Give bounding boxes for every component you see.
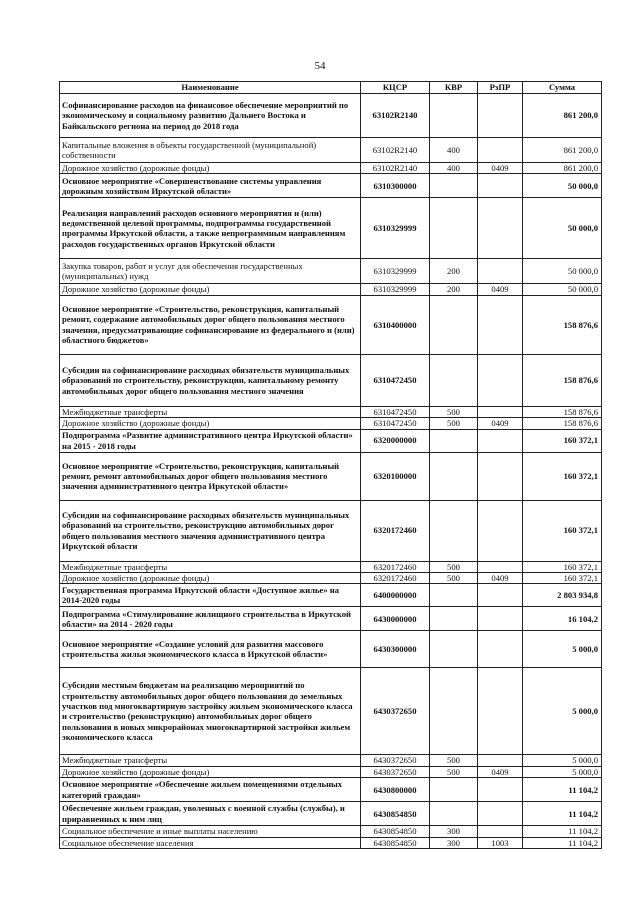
table-row [60, 452, 602, 500]
row-sum: 2 803 934,8 [523, 584, 602, 607]
row-kcsr: 6430000000 [361, 607, 430, 631]
row-rzpr [478, 198, 523, 259]
table-row [60, 354, 602, 406]
row-kcsr: 6400000000 [361, 584, 430, 607]
row-rzpr [478, 406, 523, 417]
row-kvr [430, 295, 478, 354]
table-row [60, 584, 602, 607]
row-name: Подпрограмма «Развитие административного центра Иркутской области» на 2015 - 2018 годы [60, 429, 361, 452]
row-kvr: 500 [430, 406, 478, 417]
row-kcsr: 63102R2140 [361, 94, 430, 138]
row-kvr: 200 [430, 259, 478, 284]
row-sum: 5 000,0 [523, 668, 602, 755]
row-kvr [430, 584, 478, 607]
row-kcsr: 6310472450 [361, 418, 430, 429]
row-name: Межбюджетные трансферты [60, 755, 361, 766]
header-kvr: КВР [430, 82, 478, 94]
table-row [60, 766, 602, 777]
row-kvr: 200 [430, 284, 478, 295]
row-kcsr: 6430854850 [361, 802, 430, 826]
row-name: Софинансирование расходов на финансовое обеспечение мероприятий по экономическому и социальному развитию Дальнего Востока и Байкальского региона на период до 2018 года [60, 94, 361, 138]
row-sum: 11 104,2 [523, 778, 602, 802]
table-row [60, 198, 602, 259]
row-name: Дорожное хозяйство (дорожные фонды) [60, 284, 361, 295]
row-rzpr [478, 631, 523, 668]
table-row [60, 295, 602, 354]
row-kvr [430, 354, 478, 406]
row-name: Субсидии на софинансирование расходных обязательств муниципальных образований на строительство, реконструкцию автомобильных дорог общего пользования местного значения административного центра Иркутской области [60, 500, 361, 561]
row-sum: 861 200,0 [523, 138, 602, 163]
table-header-row [60, 82, 602, 94]
row-sum: 160 372,1 [523, 500, 602, 561]
row-sum: 50 000,0 [523, 198, 602, 259]
table-row [60, 500, 602, 561]
row-kcsr: 6320000000 [361, 429, 430, 452]
row-kvr: 300 [430, 837, 478, 848]
row-kcsr: 6430372650 [361, 755, 430, 766]
row-sum: 5 000,0 [523, 766, 602, 777]
row-kcsr: 6320100000 [361, 452, 430, 500]
row-kcsr: 6310329999 [361, 284, 430, 295]
row-sum: 50 000,0 [523, 284, 602, 295]
row-name: Дорожное хозяйство (дорожные фонды) [60, 418, 361, 429]
row-name: Основное мероприятие «Совершенствование системы управления дорожным хозяйством Иркутской области» [60, 174, 361, 198]
table-row [60, 837, 602, 848]
table-row [60, 631, 602, 668]
row-kvr: 500 [430, 766, 478, 777]
row-kcsr: 6320172460 [361, 561, 430, 572]
table-row [60, 406, 602, 417]
row-rzpr [478, 174, 523, 198]
row-rzpr [478, 561, 523, 572]
row-kcsr: 6430854850 [361, 826, 430, 837]
row-name: Обеспечение жильем граждан, уволенных с военной службы (службы), и приравненных к ним лиц [60, 802, 361, 826]
row-kcsr: 6320172460 [361, 573, 430, 584]
row-rzpr [478, 802, 523, 826]
table-row [60, 429, 602, 452]
row-kcsr: 6310300000 [361, 174, 430, 198]
row-name: Основное мероприятие «Строительство, реконструкция, капитальный ремонт, содержание автомобильных дорог общего пользования местного значения, предусматривающие софинансирование из федерального и (или) областного бюджетов» [60, 295, 361, 354]
table-row [60, 418, 602, 429]
row-rzpr: 0409 [478, 163, 523, 174]
row-rzpr [478, 584, 523, 607]
table-row [60, 561, 602, 572]
row-sum: 160 372,1 [523, 452, 602, 500]
row-kvr [430, 94, 478, 138]
row-sum: 11 104,2 [523, 826, 602, 837]
row-kvr [430, 198, 478, 259]
row-kvr [430, 778, 478, 802]
row-name: Дорожное хозяйство (дорожные фонды) [60, 163, 361, 174]
row-name: Государственная программа Иркутской области «Доступное жилье» на 2014-2020 годы [60, 584, 361, 607]
row-rzpr [478, 607, 523, 631]
row-sum: 160 372,1 [523, 561, 602, 572]
row-rzpr [478, 429, 523, 452]
row-rzpr [478, 295, 523, 354]
row-kcsr: 63102R2140 [361, 138, 430, 163]
row-kcsr: 6430800000 [361, 778, 430, 802]
row-kcsr: 6310329999 [361, 259, 430, 284]
row-kcsr: 6430854850 [361, 837, 430, 848]
header-kcsr: КЦСР [361, 82, 430, 94]
row-rzpr [478, 94, 523, 138]
row-name: Субсидии на софинансирование расходных обязательств муниципальных образований по строительству, реконструкции, капитальному ремонту автомобильных дорог общего пользования местного значения [60, 354, 361, 406]
row-name: Межбюджетные трансферты [60, 561, 361, 572]
row-kvr [430, 802, 478, 826]
row-rzpr [478, 500, 523, 561]
row-sum: 158 876,6 [523, 295, 602, 354]
budget-table [59, 81, 602, 849]
row-sum: 50 000,0 [523, 259, 602, 284]
header-sum: Сумма [523, 82, 602, 94]
row-kvr: 500 [430, 755, 478, 766]
row-kvr [430, 174, 478, 198]
row-rzpr [478, 138, 523, 163]
row-name: Реализация направлений расходов основного мероприятия и (или) ведомственной целевой программы, подпрограммы государственной программы Иркутской области, а также непрограммным направлениям расходов государственных органов Иркутской области [60, 198, 361, 259]
header-name: Наименование [60, 82, 361, 94]
row-rzpr [478, 668, 523, 755]
row-sum: 861 200,0 [523, 163, 602, 174]
row-name: Межбюджетные трансферты [60, 406, 361, 417]
row-sum: 5 000,0 [523, 755, 602, 766]
row-sum: 50 000,0 [523, 174, 602, 198]
row-rzpr [478, 778, 523, 802]
row-rzpr [478, 354, 523, 406]
row-sum: 11 104,2 [523, 802, 602, 826]
row-kcsr: 6430372650 [361, 766, 430, 777]
row-name: Субсидии местным бюджетам на реализацию мероприятий по строительству автомобильных дорог общего пользования до земельных участков под многоквартирную застройку жильем экономического класса и строительство (реконструкцию) автомобильных дорог общего пользования в новых микрорайонах многоквартирной застройки жильем экономического класса [60, 668, 361, 755]
row-kvr: 500 [430, 418, 478, 429]
page-number: 54 [314, 60, 326, 72]
row-sum: 160 372,1 [523, 429, 602, 452]
table-row [60, 138, 602, 163]
row-rzpr [478, 259, 523, 284]
row-sum: 5 000,0 [523, 631, 602, 668]
row-name: Социальное обеспечение населения [60, 837, 361, 848]
row-kcsr: 6310400000 [361, 295, 430, 354]
row-sum: 861 200,0 [523, 94, 602, 138]
row-kvr [430, 607, 478, 631]
row-rzpr: 0409 [478, 766, 523, 777]
row-sum: 158 876,6 [523, 418, 602, 429]
table-row [60, 755, 602, 766]
row-kcsr: 6310329999 [361, 198, 430, 259]
row-rzpr: 0409 [478, 573, 523, 584]
row-rzpr [478, 826, 523, 837]
row-sum: 158 876,6 [523, 354, 602, 406]
row-name: Дорожное хозяйство (дорожные фонды) [60, 766, 361, 777]
table-row [60, 826, 602, 837]
row-name: Капитальные вложения в объекты государственной (муниципальной) собственности [60, 138, 361, 163]
row-sum: 160 372,1 [523, 573, 602, 584]
row-kcsr: 6430372650 [361, 668, 430, 755]
row-kvr: 400 [430, 138, 478, 163]
row-kvr: 500 [430, 573, 478, 584]
table-row [60, 94, 602, 138]
row-kvr [430, 452, 478, 500]
row-sum: 158 876,6 [523, 406, 602, 417]
row-sum: 11 104,2 [523, 837, 602, 848]
row-kvr [430, 429, 478, 452]
row-rzpr [478, 452, 523, 500]
row-kvr: 300 [430, 826, 478, 837]
row-sum: 16 104,2 [523, 607, 602, 631]
table-row [60, 778, 602, 802]
row-kvr: 500 [430, 561, 478, 572]
row-name: Основное мероприятие «Обеспечение жильем помещениями отдельных категорий граждан» [60, 778, 361, 802]
table-row [60, 163, 602, 174]
row-kcsr: 6310472450 [361, 406, 430, 417]
row-kvr: 400 [430, 163, 478, 174]
row-kvr [430, 668, 478, 755]
row-rzpr: 0409 [478, 418, 523, 429]
row-name: Социальное обеспечение и иные выплаты населению [60, 826, 361, 837]
row-kcsr: 63102R2140 [361, 163, 430, 174]
row-kvr [430, 631, 478, 668]
row-kcsr: 6310472450 [361, 354, 430, 406]
header-rzpr: РзПР [478, 82, 523, 94]
row-name: Дорожное хозяйство (дорожные фонды) [60, 573, 361, 584]
table-row [60, 259, 602, 284]
row-name: Основное мероприятие «Строительство, реконструкция, капитальный ремонт, ремонт автомобильных дорог общего пользования местного значения административного центра Иркутской области» [60, 452, 361, 500]
row-kcsr: 6320172460 [361, 500, 430, 561]
row-name: Подпрограмма «Стимулирование жилищного строительства в Иркутской области» на 2014 - 2020 годы [60, 607, 361, 631]
row-rzpr: 0409 [478, 284, 523, 295]
table-row [60, 802, 602, 826]
table-row [60, 174, 602, 198]
row-kcsr: 6430300000 [361, 631, 430, 668]
table-row [60, 284, 602, 295]
table-row [60, 668, 602, 755]
table-row [60, 607, 602, 631]
row-kvr [430, 500, 478, 561]
row-rzpr: 1003 [478, 837, 523, 848]
row-name: Основное мероприятие «Создание условий для развития массового строительства жилья экономического класса в Иркутской области» [60, 631, 361, 668]
row-rzpr [478, 755, 523, 766]
row-name: Закупка товаров, работ и услуг для обеспечения государственных (муниципальных) нужд [60, 259, 361, 284]
table-row [60, 573, 602, 584]
